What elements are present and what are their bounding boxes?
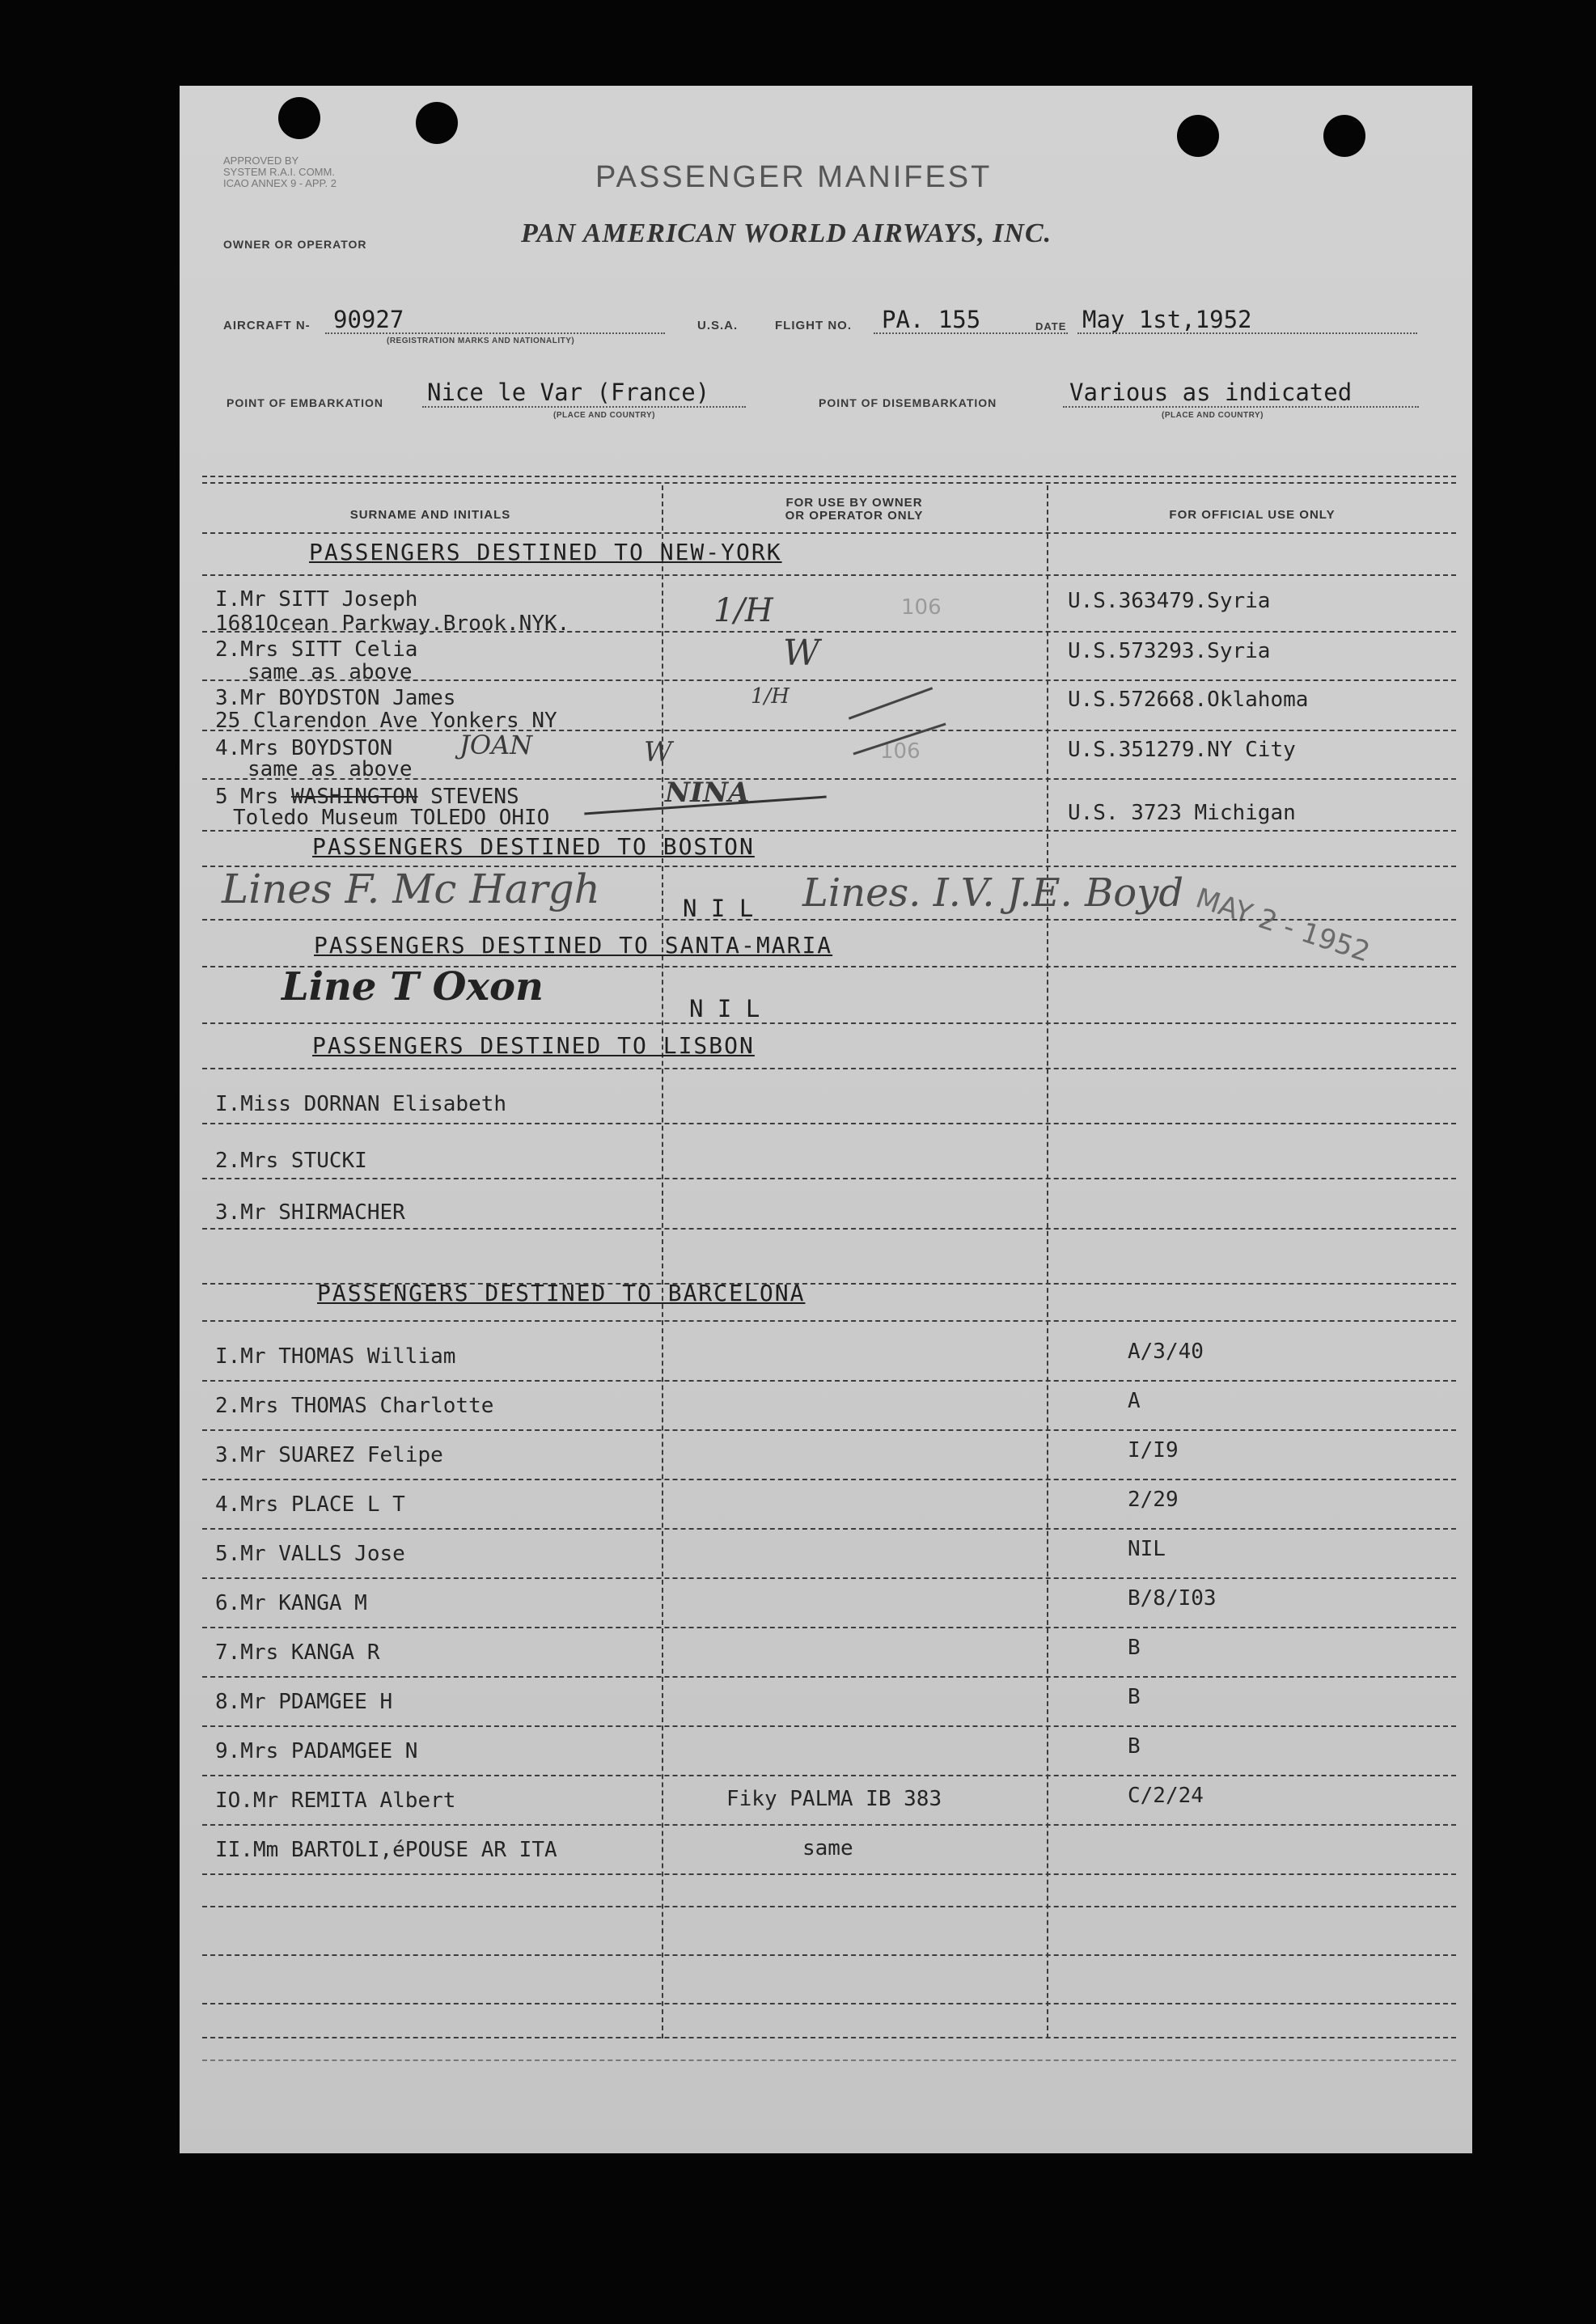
punch-hole [1177,115,1219,157]
passenger-name: 8.Mr PDAMGEE H [215,1690,393,1714]
passenger-address: Toledo Museum TOLEDO OHIO [233,806,550,830]
official-entry: U.S.351279.NY City [1068,738,1296,762]
manifest-sheet [180,86,1472,2153]
handwritten-signature: Lines. I.V. J.E. Boyd [802,870,1184,916]
handwritten-mark: W [644,736,672,768]
struck-name: WASHINGTON [290,785,418,809]
date-label: DATE [1035,320,1067,332]
official-entry: NIL [1128,1537,1166,1561]
punch-hole [1323,115,1365,157]
handwritten-signature: Lines F. Mc Hargh [222,866,600,912]
section-heading-lisbon: PASSENGERS DESTINED TO LISBON [312,1032,755,1059]
row-divider [202,1775,1456,1776]
place-note: (PLACE AND COUNTRY) [553,411,655,420]
passenger-name: 4.Mrs PLACE L T [215,1492,405,1517]
owner-label: OWNER OR OPERATOR [223,238,367,251]
nil-entry: N I L [683,895,754,922]
approval-line: APPROVED BY [223,155,299,167]
passenger-address: same as above [248,660,413,684]
passenger-name: 9.Mrs PADAMGEE N [215,1739,418,1763]
approval-note [223,155,337,189]
section-heading-new-york: PASSENGERS DESTINED TO NEW-YORK [309,539,782,565]
passenger-name: 6.Mr KANGA M [215,1591,367,1615]
row-divider [202,1676,1456,1678]
handwritten-mark: 1/H [713,592,773,629]
row-divider [202,1528,1456,1530]
column-header-operator-line: FOR USE BY OWNER [785,496,923,510]
row-divider [202,1627,1456,1628]
section-heading-boston: PASSENGERS DESTINED TO BOSTON [312,833,755,860]
passenger-surname: STEVENS [430,785,519,809]
approval-line: ICAO ANNEX 9 - APP. 2 [223,177,337,189]
flight-label: FLIGHT NO. [775,319,852,332]
handwritten-signature: Line T Oxon [282,964,544,1010]
row-divider [202,1577,1456,1579]
passenger-name: 3.Mr SUAREZ Felipe [215,1443,443,1467]
official-entry: B [1128,1734,1141,1759]
passenger-name: I.Mr THOMAS William [215,1344,456,1369]
official-entry: C/2/24 [1128,1784,1204,1808]
passenger-name: 3.Mr SHIRMACHER [215,1200,405,1225]
passenger-name: 2.Mrs SITT Celia [215,637,418,662]
tick-stroke [849,687,933,719]
passenger-name: 7.Mrs KANGA R [215,1640,380,1665]
official-entry: B/8/I03 [1128,1586,1217,1611]
row-divider [202,1873,1456,1875]
passenger-name: I.Mr SITT Joseph [215,587,418,612]
passenger-address: 25 Clarendon Ave Yonkers NY [215,709,557,733]
disembark-label: POINT OF DISEMBARKATION [819,396,997,409]
row-divider [202,1429,1456,1431]
aircraft-label: AIRCRAFT N- [223,319,311,332]
disembark-value: Various as indicated [1069,379,1353,406]
passenger-name: 3.Mr BOYDSTON James [215,686,456,710]
approval-line: SYSTEM R.A.I. COMM. [223,166,335,178]
official-entry: A/3/40 [1128,1340,1204,1364]
punch-hole [278,97,320,139]
passenger-title: 5 Mrs [215,785,279,809]
date-value: May 1st,1952 [1082,306,1252,333]
row-divider [202,1725,1456,1727]
row-divider [202,1824,1456,1826]
operator-entry: Fiky PALMA IB 383 [726,1787,942,1811]
passenger-name: I.Miss DORNAN Elisabeth [215,1092,507,1116]
handwritten-mark: W [783,633,820,674]
official-entry: U.S.572668.Oklahoma [1068,688,1309,712]
passenger-name: 5.Mr VALLS Jose [215,1542,405,1566]
aircraft-value: 90927 [333,306,404,333]
section-heading-santa-maria: PASSENGERS DESTINED TO SANTA-MARIA [314,932,833,959]
handwritten-name: JOAN [459,730,533,760]
punch-hole [416,102,458,144]
passenger-name: II.Mm BARTOLI,éPOUSE AR ITA [215,1838,557,1862]
date-stamp: MAY 2 - 1952 [1192,882,1374,969]
airline-name: PAN AMERICAN WORLD AIRWAYS, INC. [521,218,1052,248]
handwritten-name: NINA [665,777,750,809]
official-entry: U.S.363479.Syria [1068,589,1271,613]
official-entry: U.S.573293.Syria [1068,639,1271,663]
nil-entry: N I L [689,995,760,1022]
official-entry: I/I9 [1128,1438,1179,1463]
official-entry: A [1128,1389,1141,1413]
passenger-address: same as above [248,757,413,781]
column-header-operator [665,497,1044,523]
registration-note: (REGISTRATION MARKS AND NATIONALITY) [387,337,575,345]
official-entry: U.S. 3723 Michigan [1068,801,1296,825]
passenger-address: 1681Ocean Parkway.Brook.NYK. [215,612,570,636]
official-entry: B [1128,1636,1141,1660]
handwritten-mark: 1/H [751,684,790,709]
stamp-number: 106 [880,739,921,764]
column-header-official: FOR OFFICIAL USE ONLY [1169,508,1336,522]
passenger-name: 4.Mrs BOYDSTON [215,736,393,760]
usa-label: U.S.A. [697,319,739,332]
operator-entry: same [802,1836,853,1860]
passenger-name: IO.Mr REMITA Albert [215,1789,456,1813]
embark-label: POINT OF EMBARKATION [226,396,383,409]
row-divider [202,1479,1456,1480]
flight-value: PA. 155 [882,306,981,333]
section-heading-barcelona: PASSENGERS DESTINED TO BARCELONA [317,1280,806,1306]
official-entry: 2/29 [1128,1488,1179,1512]
place-note: (PLACE AND COUNTRY) [1162,411,1264,420]
embark-value: Nice le Var (France) [427,379,710,406]
row-divider [202,1380,1456,1382]
passenger-name: 2.Mrs STUCKI [215,1149,367,1173]
page-title: PASSENGER MANIFEST [595,160,993,194]
stamp-number: 106 [901,595,942,620]
column-header-surname: SURNAME AND INITIALS [349,508,511,522]
official-entry: B [1128,1685,1141,1709]
passenger-name: 2.Mrs THOMAS Charlotte [215,1394,494,1418]
column-header-operator-line: OR OPERATOR ONLY [785,509,924,523]
